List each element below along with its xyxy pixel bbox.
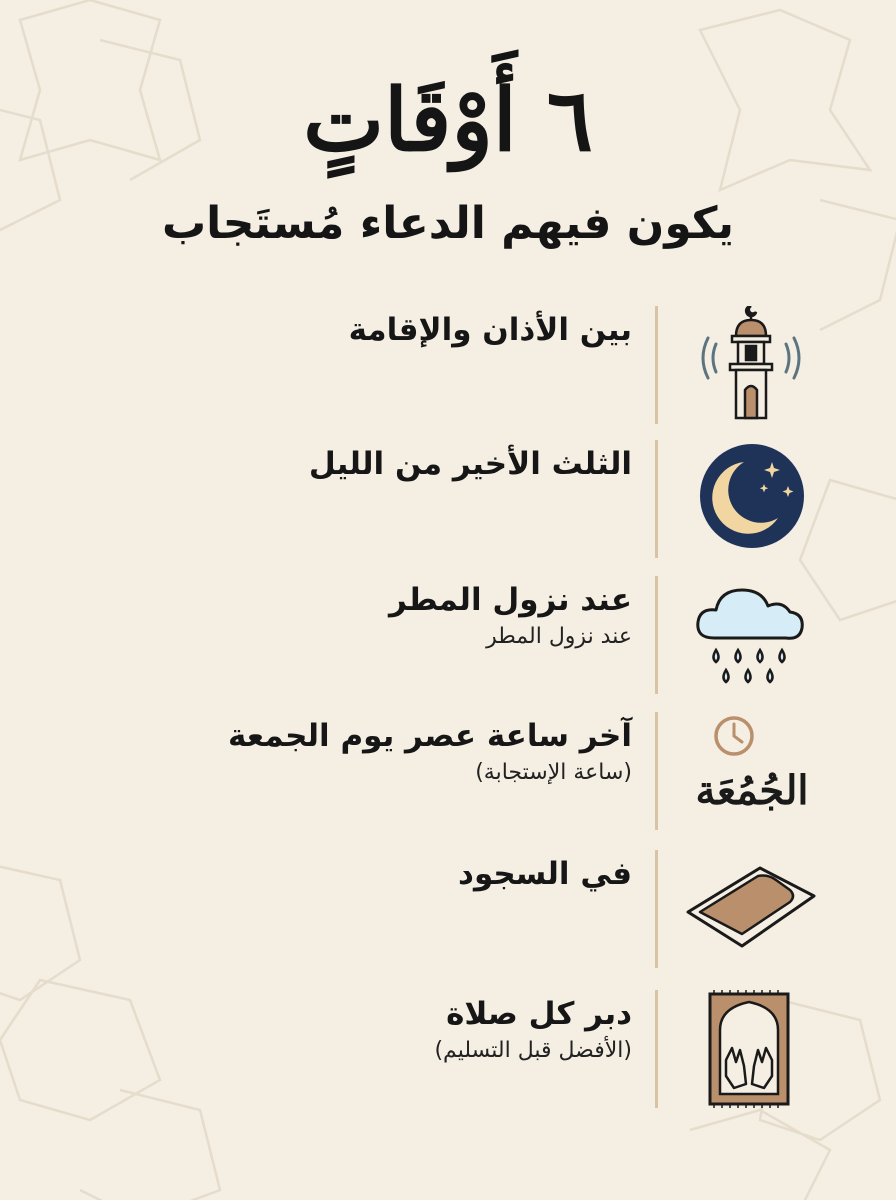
page-subtitle: يكون فيهم الدعاء مُستَجاب xyxy=(161,198,735,249)
friday-clock-icon xyxy=(686,712,816,830)
item-note: (الأفضل قبل التسليم) xyxy=(434,1037,632,1063)
rain-cloud-icon xyxy=(686,576,816,694)
item-note: عند نزول المطر xyxy=(486,623,632,649)
item-label: في السجود xyxy=(458,856,632,892)
item-label: الثلث الأخير من الليل xyxy=(308,446,632,482)
divider xyxy=(655,712,658,830)
item-label: آخر ساعة عصر يوم الجمعة xyxy=(227,718,632,754)
list-item-friday-asr xyxy=(156,712,816,830)
item-label: دبر كل صلاة xyxy=(446,996,632,1032)
divider xyxy=(655,306,658,424)
list-item-rain xyxy=(156,576,816,694)
item-note: (ساعة الإستجابة) xyxy=(475,759,632,785)
divider xyxy=(655,850,658,968)
divider xyxy=(655,990,658,1108)
minaret-icon xyxy=(686,306,816,424)
prayer-mat-icon xyxy=(686,850,816,968)
praying-hands-rug-icon xyxy=(686,990,816,1108)
divider xyxy=(655,440,658,558)
item-label: بين الأذان والإقامة xyxy=(348,312,632,348)
list-item-sujood xyxy=(156,850,816,968)
friday-word: الجُمُعَة xyxy=(695,767,809,814)
item-label: عند نزول المطر xyxy=(389,582,632,618)
list-item-last-third-night xyxy=(156,440,816,558)
list-item-adhan xyxy=(156,306,816,424)
divider xyxy=(655,576,658,694)
crescent-moon-icon xyxy=(686,440,816,558)
list-item-after-prayer xyxy=(156,990,816,1108)
page-title: ٦ أَوْقَاتٍ xyxy=(303,70,593,171)
